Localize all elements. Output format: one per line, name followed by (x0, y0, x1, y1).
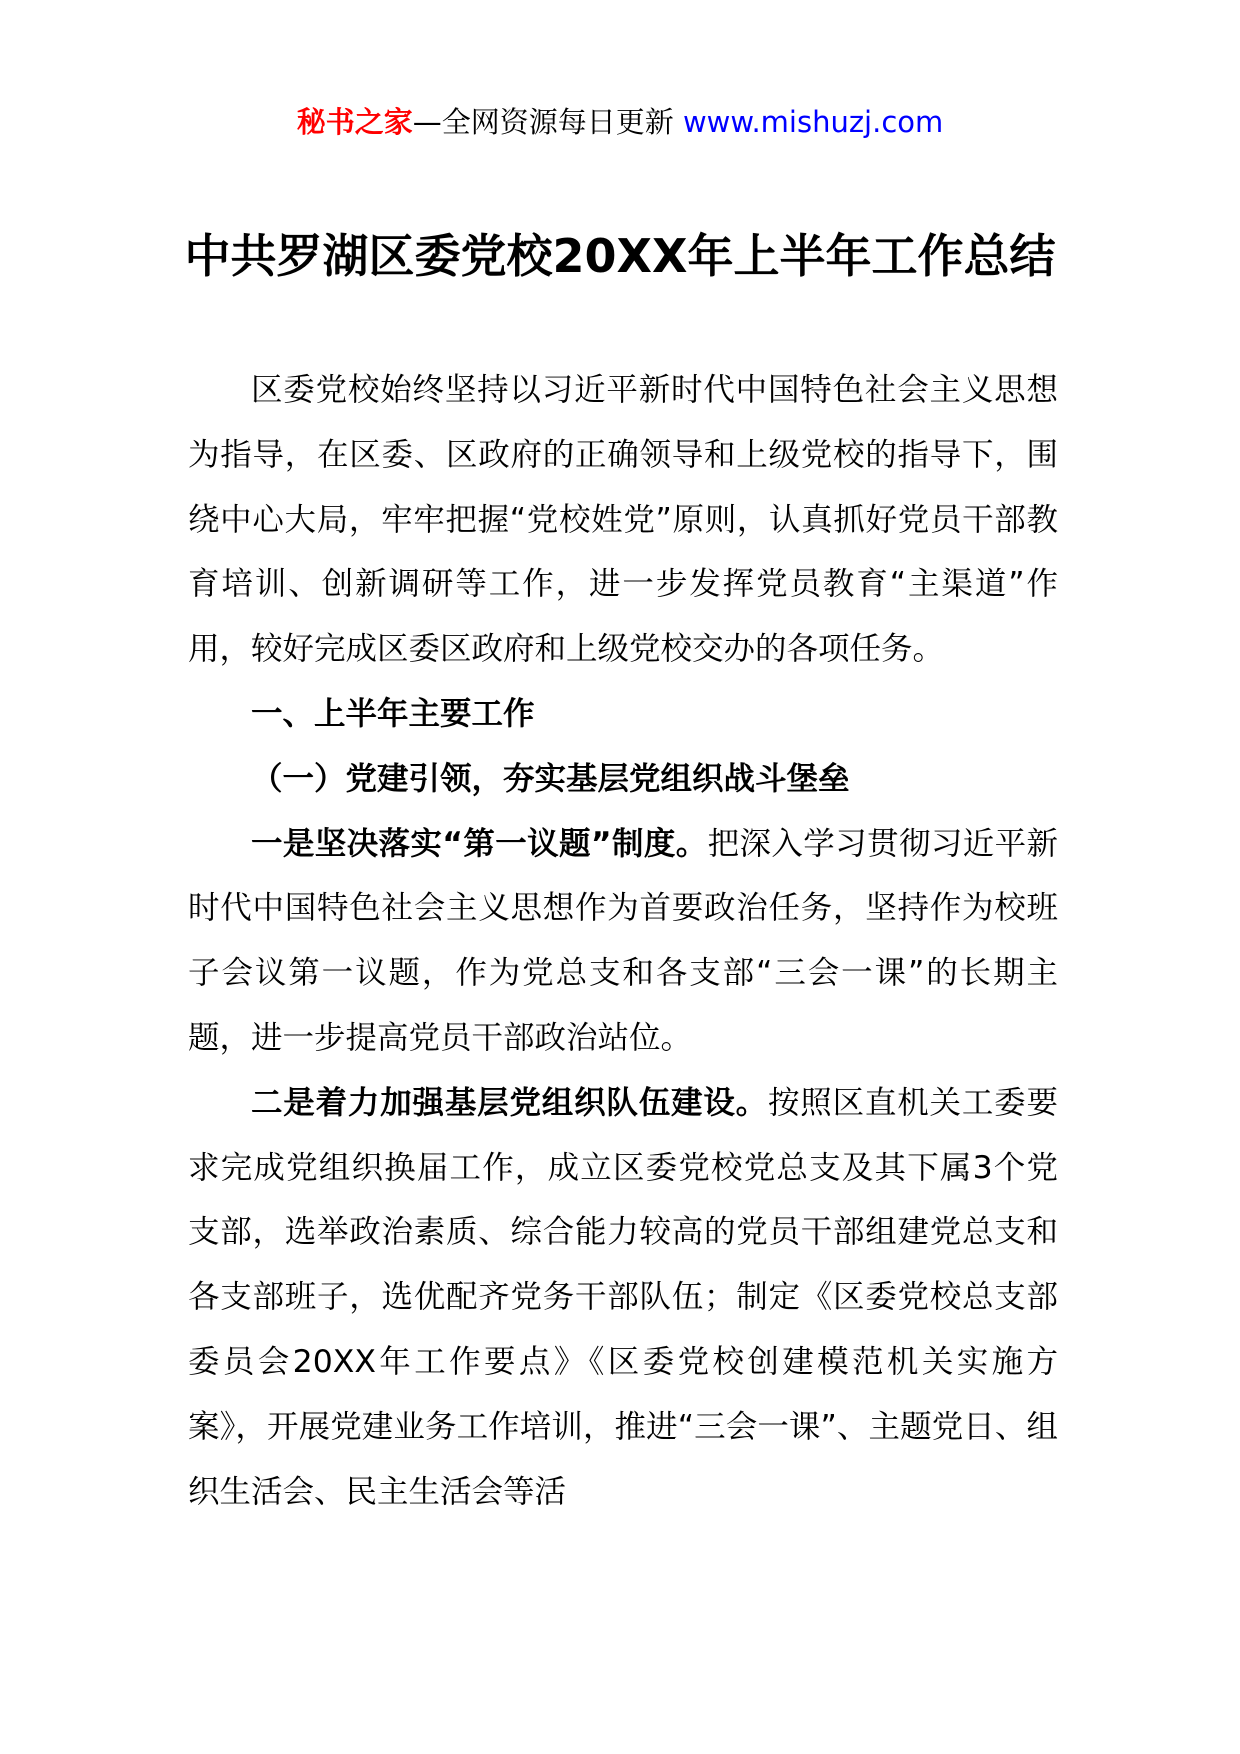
subsection-heading: （一）党建引领，夯实基层党组织战斗堡垒 (251, 760, 850, 797)
item-2-text: 按照区直机关工委要求完成党组织换届工作，成立区委党校党总支及其下属3个党支部，选举政治素质、综合能力较高的党员干部组建党总支和各支部班子，选优配齐党务干部队伍；制定《区委党校总支部委员会20XX年工作要点》《区委党校创建模范机关实施方案》，开展党建业务工作培训，推进“三会一课”、主题党日、组织生活会、民主生活会等活 (188, 1084, 1058, 1510)
header-slogan: —全网资源每日更新 (412, 105, 674, 139)
item-paragraph-2 (188, 1071, 1058, 1525)
brand-name: 秘书之家 (296, 105, 413, 139)
item-1-text: 把深入学习贯彻习近平新时代中国特色社会主义思想作为首要政治任务，坚持作为校班子会议第一议题，作为党总支和各支部“三会一课”的长期主题，进一步提高党员干部政治站位。 (188, 825, 1058, 1056)
item-1-lead: 一是坚决落实“第一议题”制度。 (251, 825, 708, 862)
site-header (0, 102, 1240, 142)
document-body (188, 358, 1058, 1524)
item-2-lead: 二是着力加强基层党组织队伍建设。 (251, 1084, 768, 1121)
intro-paragraph: 区委党校始终坚持以习近平新时代中国特色社会主义思想为指导，在区委、区政府的正确领导和上级党校的指导下，围绕中心大局，牢牢把握“党校姓党”原则，认真抓好党员干部教育培训、创新调研等工作，进一步发挥党员教育“主渠道”作用，较好完成区委区政府和上级党校交办的各项任务。 (188, 372, 1058, 668)
document-title: 中共罗湖区委党校20XX年上半年工作总结 (184, 229, 1056, 283)
section-heading: 一、上半年主要工作 (251, 695, 535, 732)
item-paragraph-1 (188, 812, 1058, 1071)
site-link[interactable]: www.mishuzj.com (682, 105, 944, 139)
